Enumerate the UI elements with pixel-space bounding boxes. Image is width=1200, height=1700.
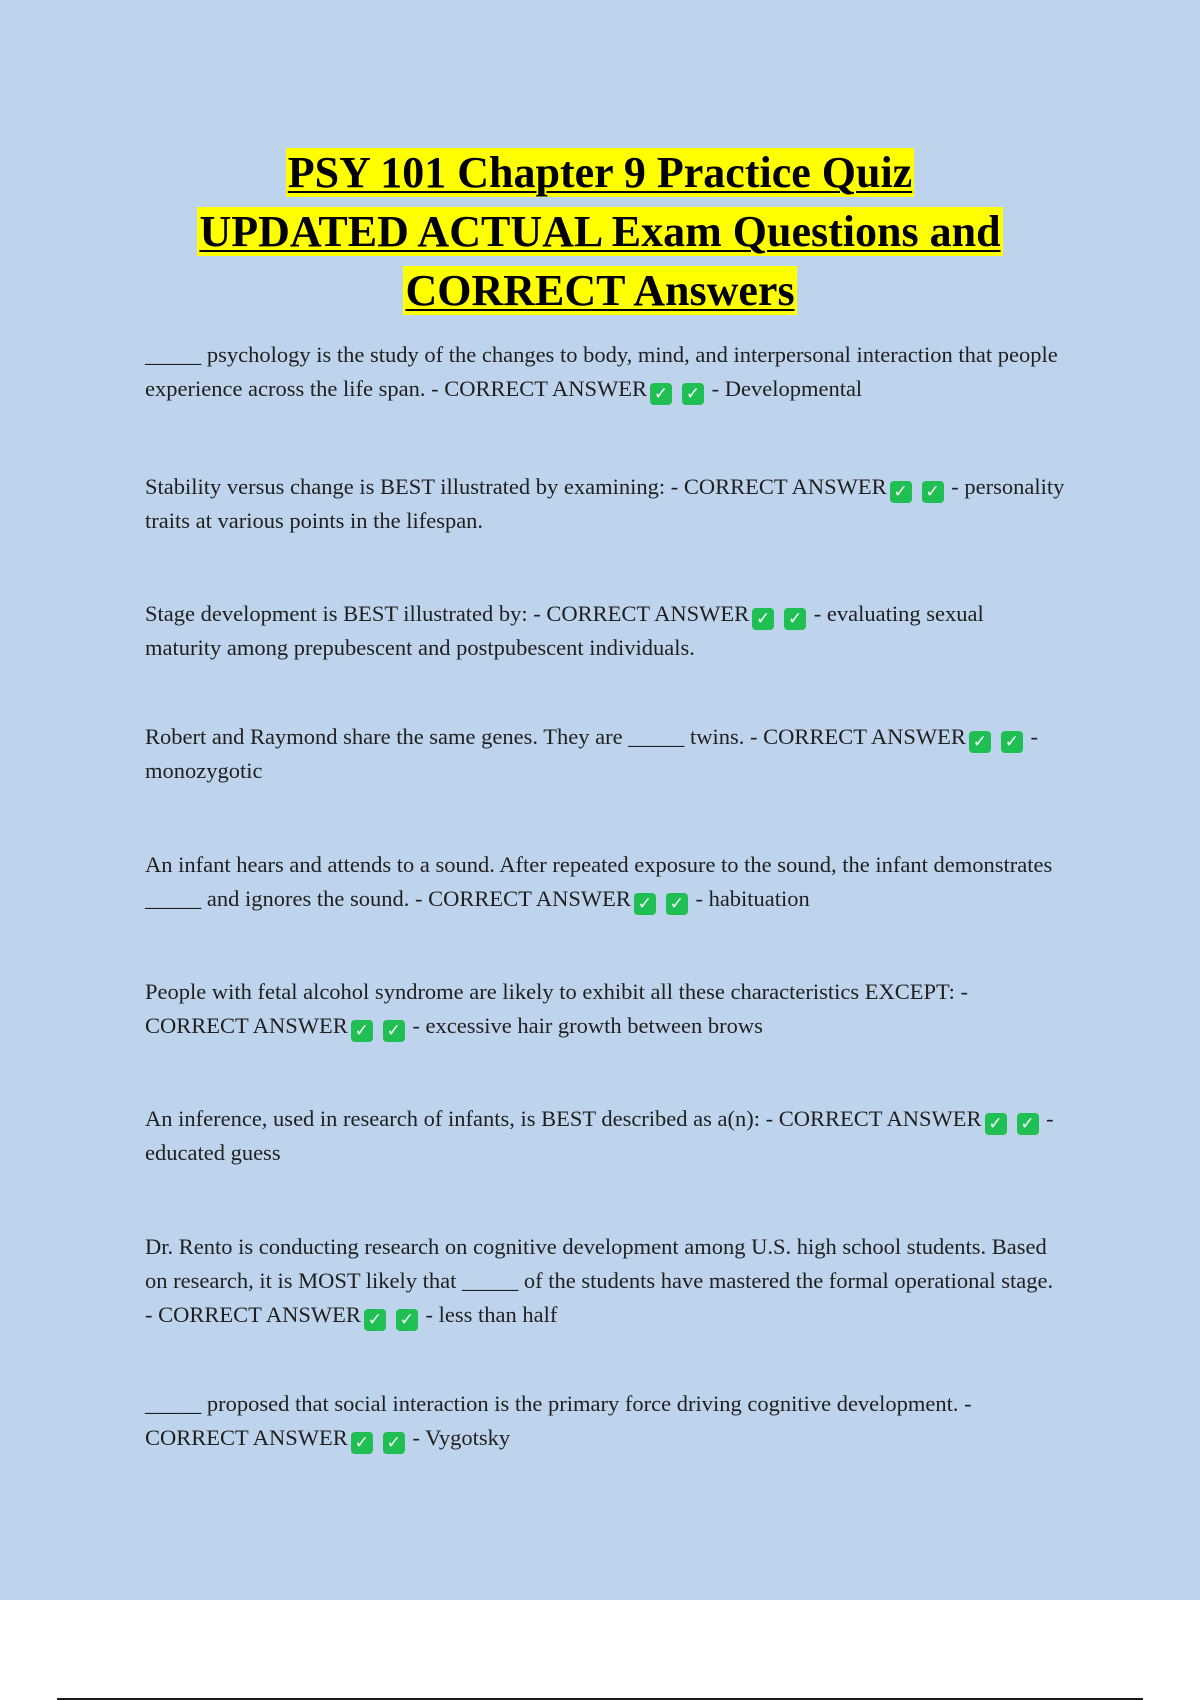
question-text: _____ proposed that social interaction is the primary force driving cognitive development. - CORRECT ANSWER [145, 1391, 972, 1450]
title-line-3: CORRECT Answers [405, 266, 795, 315]
green-checkmark-icon: ✓ [985, 1113, 1007, 1135]
document-title [100, 143, 1100, 320]
green-checkmark-icon: ✓ [364, 1309, 386, 1331]
green-checkmark-icon: ✓ [890, 481, 912, 503]
question-text: Stability versus change is BEST illustrated by examining: - CORRECT ANSWER [145, 474, 887, 499]
green-checkmark-icon: ✓ [969, 731, 991, 753]
answer-text: - personality traits at various points in the lifespan. [145, 474, 1065, 533]
green-checkmark-icon: ✓ [351, 1432, 373, 1454]
qa-item-9 [145, 1387, 1065, 1455]
question-text: An inference, used in research of infants, is BEST described as a(n): - CORRECT ANSWER [145, 1106, 982, 1131]
green-checkmark-icon: ✓ [666, 893, 688, 915]
green-checkmark-icon: ✓ [752, 608, 774, 630]
green-checkmark-icon: ✓ [784, 608, 806, 630]
green-checkmark-icon: ✓ [396, 1309, 418, 1331]
green-checkmark-icon: ✓ [650, 383, 672, 405]
green-checkmark-icon: ✓ [682, 383, 704, 405]
question-text: Dr. Rento is conducting research on cognitive development among U.S. high school students. Based on research, it is MOST likely that _____ of the students have mastered the formal operational stage. - CORRECT ANSWER [145, 1234, 1054, 1327]
qa-item-4 [145, 720, 1065, 788]
answer-text: - Developmental [711, 376, 863, 401]
qa-item-8 [145, 1230, 1065, 1332]
title-line-2: UPDATED ACTUAL Exam Questions and [199, 207, 1001, 256]
green-checkmark-icon: ✓ [383, 1432, 405, 1454]
qa-item-1 [145, 338, 1065, 406]
green-checkmark-icon: ✓ [1001, 731, 1023, 753]
answer-text: - evaluating sexual maturity among prepubescent and postpubescent individuals. [145, 601, 984, 660]
qa-item-3 [145, 597, 1065, 665]
question-text: Stage development is BEST illustrated by: - CORRECT ANSWER [145, 601, 750, 626]
question-text: An infant hears and attends to a sound. After repeated exposure to the sound, the infant demonstrates _____ and ignores the sound. - CORRECT ANSWER [145, 852, 1053, 911]
green-checkmark-icon: ✓ [1017, 1113, 1039, 1135]
green-checkmark-icon: ✓ [351, 1020, 373, 1042]
question-text: Robert and Raymond share the same genes. They are _____ twins. - CORRECT ANSWER [145, 724, 966, 749]
qa-item-2 [145, 470, 1065, 538]
green-checkmark-icon: ✓ [634, 893, 656, 915]
qa-item-5 [145, 848, 1065, 916]
question-text: _____ psychology is the study of the changes to body, mind, and interpersonal interaction that people experience across the life span. - CORRECT ANSWER [145, 342, 1058, 401]
qa-item-7 [145, 1102, 1065, 1170]
qa-item-6 [145, 975, 1065, 1043]
green-checkmark-icon: ✓ [383, 1020, 405, 1042]
answer-text: - monozygotic [145, 724, 1039, 783]
answer-text: - habituation [695, 886, 810, 911]
answer-text: - Vygotsky [412, 1425, 511, 1450]
answer-text: - educated guess [145, 1106, 1054, 1165]
question-text: People with fetal alcohol syndrome are likely to exhibit all these characteristics EXCEPT: - CORRECT ANSWER [145, 979, 969, 1038]
title-line-1: PSY 101 Chapter 9 Practice Quiz [287, 148, 913, 197]
answer-text: - excessive hair growth between brows [412, 1013, 763, 1038]
answer-text: - less than half [425, 1302, 558, 1327]
green-checkmark-icon: ✓ [922, 481, 944, 503]
